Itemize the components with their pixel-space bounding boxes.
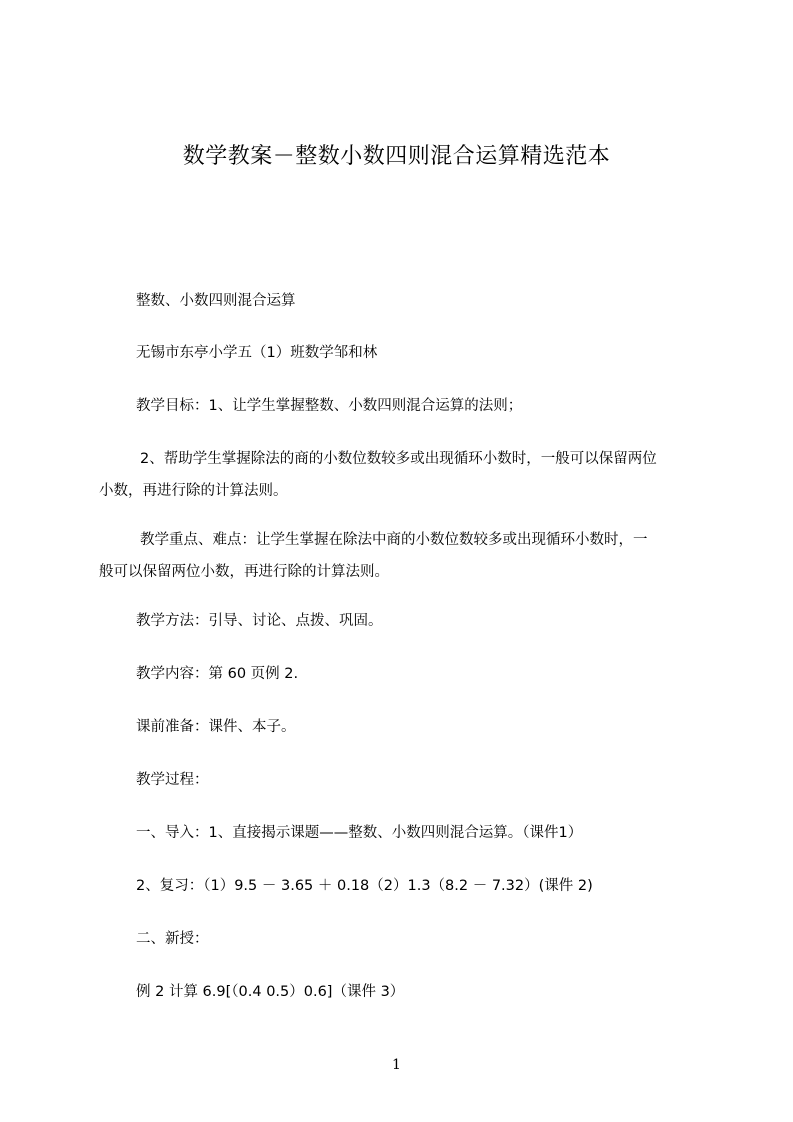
teaching-goal-2-line-2: 小数，再进行除的计算法则。 [99,483,288,499]
step-new-lesson: 二、新授： [136,931,209,947]
example-2: 例 2 计算 6.9[（0.4 0.5）0.6]（课件 3） [136,984,405,1000]
teaching-content: 教学内容：第 60 页例 2. [136,666,299,682]
teaching-focus [99,530,725,582]
teaching-focus-line-1: 教学重点、难点：让学生掌握在除法中商的小数位数较多或出现循环小数时，一 [140,532,648,548]
teaching-goal-2-line-1: 2、帮助学生掌握除法的商的小数位数较多或出现循环小数时，一般可以保留两位 [140,451,657,467]
topic-paragraph: 整数、小数四则混合运算 [136,293,296,309]
teaching-method: 教学方法：引导、讨论、点拨、巩固。 [136,613,383,629]
teaching-process-heading: 教学过程： [136,772,209,788]
author-paragraph: 无锡市东亭小学五（1）班数学邹和林 [136,345,378,361]
page-number: 1 [392,1057,401,1073]
document-title: 数学教案－整数小数四则混合运算精选范本 [182,144,611,169]
teaching-goal-1: 教学目标：1、让学生掌握整数、小数四则混合运算的法则； [136,398,523,414]
teaching-focus-line-2: 般可以保留两位小数，再进行除的计算法则。 [99,564,389,580]
class-preparation: 课前准备：课件、本子。 [136,719,296,735]
step-review: 2、复习：（1）9.5 － 3.65 ＋ 0.18（2）1.3（8.2 － 7.32）(课件 2) [136,878,593,894]
teaching-goal-2 [99,449,725,501]
step-introduction: 一、导入：1、直接揭示课题——整数、小数四则混合运算。（课件1） [136,825,583,841]
